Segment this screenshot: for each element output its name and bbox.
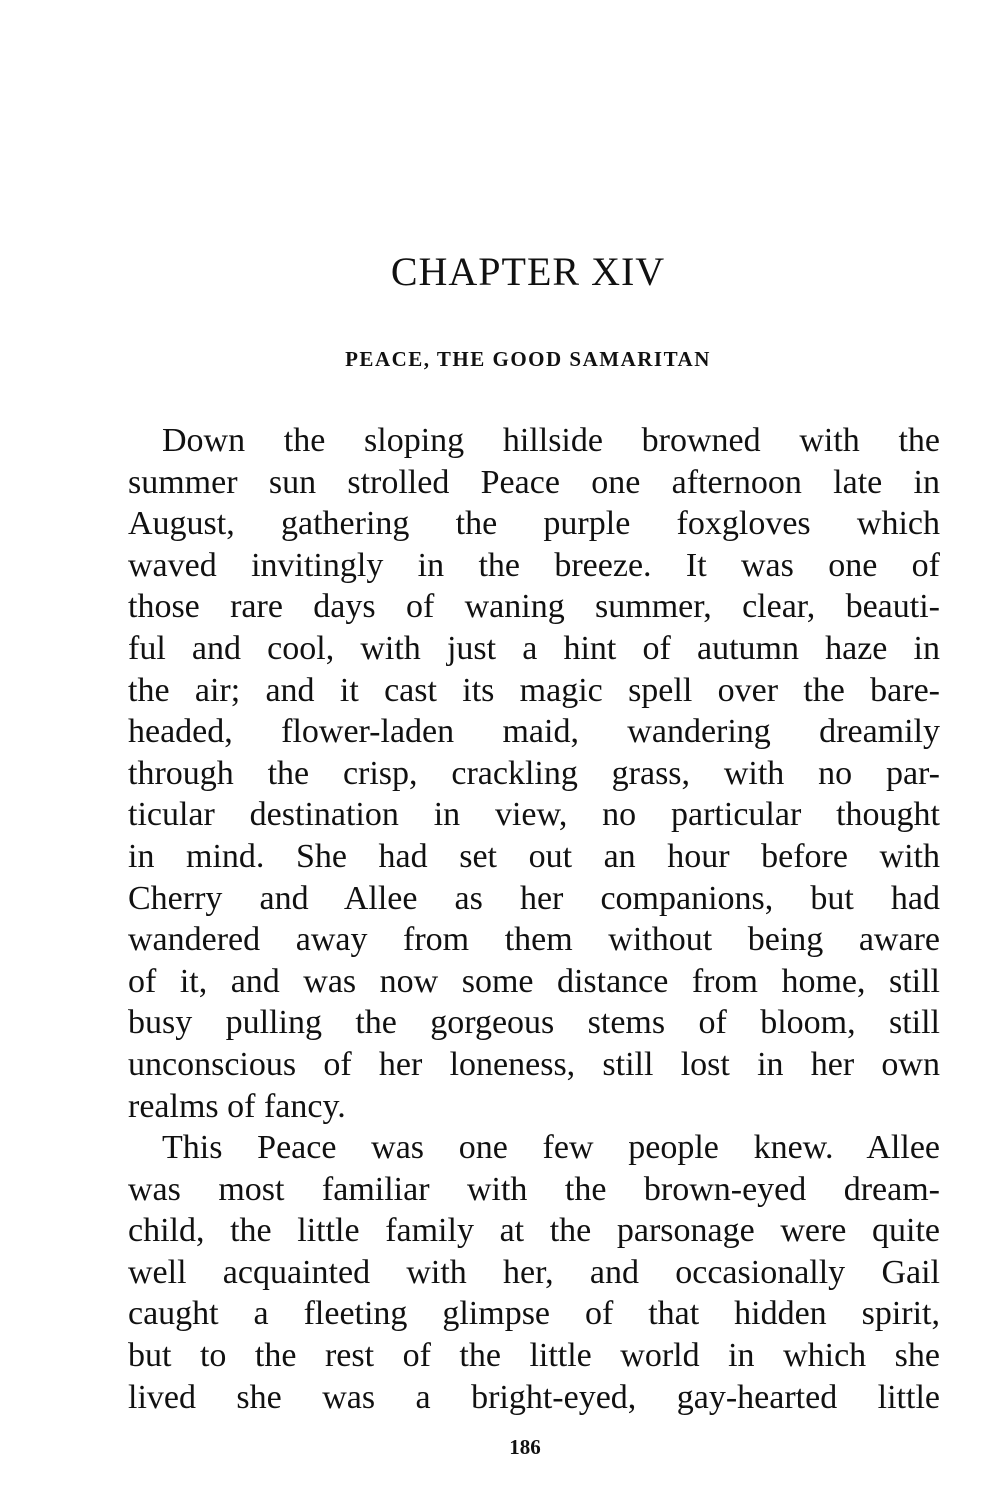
- text-line: lived she was a bright-eyed, gay-hearted little: [128, 1378, 940, 1416]
- text-line: through the crisp, crackling grass, with no par-: [128, 754, 940, 792]
- text-line: caught a fleeting glimpse of that hidden spirit,: [128, 1295, 940, 1333]
- text-line: ful and cool, with just a hint of autumn haze in: [128, 629, 940, 667]
- text-line: realms of fancy.: [128, 1087, 346, 1125]
- text-line: Down the sloping hillside browned with the: [162, 422, 940, 459]
- text-line: the air; and it cast its magic spell over the bare-: [128, 671, 940, 709]
- text-line: waved invitingly in the breeze. It was one of: [128, 546, 940, 584]
- text-line: wandered away from them without being aware: [128, 921, 940, 959]
- text-line: those rare days of waning summer, clear, beauti-: [128, 588, 940, 626]
- text-line: in mind. She had set out an hour before with: [128, 837, 940, 875]
- text-line: ticular destination in view, no particular thought: [128, 796, 940, 834]
- text-line: well acquainted with her, and occasionally Gail: [128, 1253, 940, 1291]
- text-line: but to the rest of the little world in which she: [128, 1337, 940, 1375]
- chapter-title: CHAPTER XIV: [390, 249, 666, 294]
- text-line: This Peace was one few people knew. Allee: [162, 1129, 940, 1167]
- text-line: headed, flower-laden maid, wandering dreamily: [128, 713, 940, 751]
- text-line: child, the little family at the parsonage were quite: [128, 1212, 940, 1250]
- text-line: August, gathering the purple foxgloves which: [128, 505, 940, 543]
- text-line: of it, and was now some distance from home, still: [128, 962, 940, 1000]
- text-line: busy pulling the gorgeous stems of bloom, still: [128, 1004, 940, 1042]
- text-line: unconscious of her loneness, still lost in her own: [128, 1045, 940, 1083]
- body-text: [128, 420, 940, 1418]
- text-line: Cherry and Allee as her companions, but had: [128, 879, 940, 917]
- page-number: 186: [509, 1435, 541, 1459]
- text-line: was most familiar with the brown-eyed dream-: [128, 1170, 940, 1208]
- text-line: summer sun strolled Peace one afternoon late in: [128, 463, 940, 501]
- chapter-subtitle: PEACE, THE GOOD SAMARITAN: [345, 347, 711, 371]
